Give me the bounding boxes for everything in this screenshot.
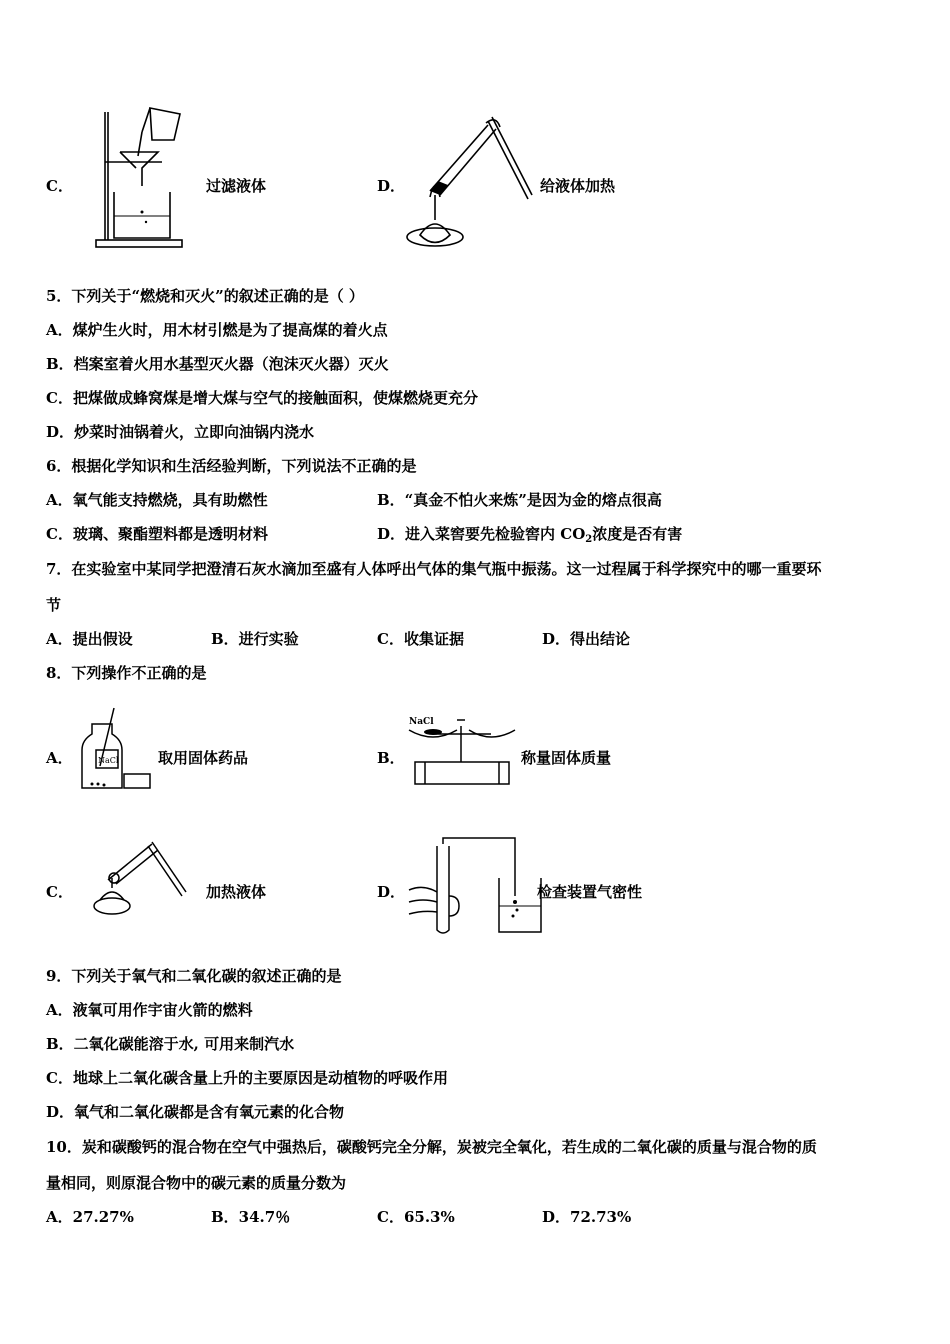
q5-option-c: C．把煤做成蜂窝煤是增大煤与空气的接触面积，使煤燃烧更充分 <box>46 389 478 407</box>
q9-stem: 9．下列关于氧气和二氧化碳的叙述正确的是 <box>46 967 342 985</box>
q7-option-d: D．得出结论 <box>542 630 631 648</box>
q4-option-d-letter: D． <box>377 177 406 195</box>
q5-option-d: D．炒菜时油锅着火，立即向油锅内浇水 <box>46 423 315 441</box>
q6-stem: 6．根据化学知识和生活经验判断，下列说法不正确的是 <box>46 457 417 475</box>
q9-option-d: D．氧气和二氧化碳都是含有氧元素的化合物 <box>46 1103 345 1121</box>
q6-option-d: D．进入菜窖要先检验窖内 $CO_2$浓度是否有害 <box>377 525 683 545</box>
q8-option-b-caption: 称量固体质量 <box>521 749 612 767</box>
q4-option-d-caption: 给液体加热 <box>540 177 616 195</box>
q7-stem-line2: 节 <box>46 596 62 614</box>
q8-option-c-letter: C． <box>46 883 73 901</box>
airtightness-check-figure <box>403 836 553 936</box>
q7-stem-line1: 7．在实验室中某同学把澄清石灰水滴加至盛有人体呼出气体的集气瓶中振荡。这一过程属于科学探究中的哪一重要环 <box>46 560 822 578</box>
q7-option-a: A．提出假设 <box>46 630 133 648</box>
reagent-bottle-figure <box>78 706 156 792</box>
nacl-label-a: NaCl <box>98 756 119 765</box>
q6-option-c: C．玻璃、聚酯塑料都是透明材料 <box>46 525 268 543</box>
q10-option-b: B．34.7％ <box>211 1208 291 1226</box>
q9-option-a: A．液氧可用作宇宙火箭的燃料 <box>46 1001 253 1019</box>
q6-option-a: A．氧气能支持燃烧，具有助燃性 <box>46 491 268 509</box>
q10-stem-line1: 10．炭和碳酸钙的混合物在空气中强热后，碳酸钙完全分解，炭被完全氧化，若生成的二氧化碳的质量与混合物的质 <box>46 1138 817 1156</box>
q10-option-d: D．72.73% <box>542 1208 632 1226</box>
heating-tube-figure <box>90 838 190 928</box>
q9-option-b: B．二氧化碳能溶于水, 可用来制汽水 <box>46 1035 295 1053</box>
q8-option-d-caption: 检查装置气密性 <box>537 883 643 901</box>
q8-option-c-caption: 加热液体 <box>206 883 267 901</box>
q5-option-b: B．档案室着火用水基型灭火器（泡沫灭火器）灭火 <box>46 355 389 373</box>
q8-option-d-letter: D． <box>377 883 406 901</box>
q5-option-a: A．煤炉生火时，用木材引燃是为了提高煤的着火点 <box>46 321 388 339</box>
filtration-apparatus-figure <box>92 100 207 250</box>
q10-stem-line2: 量相同，则原混合物中的碳元素的质量分数为 <box>46 1174 347 1192</box>
q9-option-c: C．地球上二氧化碳含量上升的主要原因是动植物的呼吸作用 <box>46 1069 448 1087</box>
q8-option-b-letter: B． <box>377 749 405 767</box>
q4-option-c-letter: C． <box>46 177 73 195</box>
q4-option-c-caption: 过滤液体 <box>206 177 267 195</box>
q8-stem: 8．下列操作不正确的是 <box>46 664 207 682</box>
q6-option-b: B．“真金不怕火来炼”是因为金的熔点很高 <box>377 491 662 509</box>
nacl-label-b: NaCl <box>409 717 434 727</box>
q8-option-a-caption: 取用固体药品 <box>158 749 249 767</box>
heating-liquid-figure <box>400 105 540 250</box>
balance-figure <box>405 712 520 790</box>
q7-option-b: B．进行实验 <box>211 630 299 648</box>
q10-option-c: C．65.3% <box>377 1208 455 1226</box>
q7-option-c: C．收集证据 <box>377 630 464 648</box>
q8-option-a-letter: A． <box>46 749 73 767</box>
q10-option-a: A．27.27% <box>46 1208 134 1226</box>
q5-stem: 5．下列关于“燃烧和灭火”的叙述正确的是（ ） <box>46 287 364 305</box>
